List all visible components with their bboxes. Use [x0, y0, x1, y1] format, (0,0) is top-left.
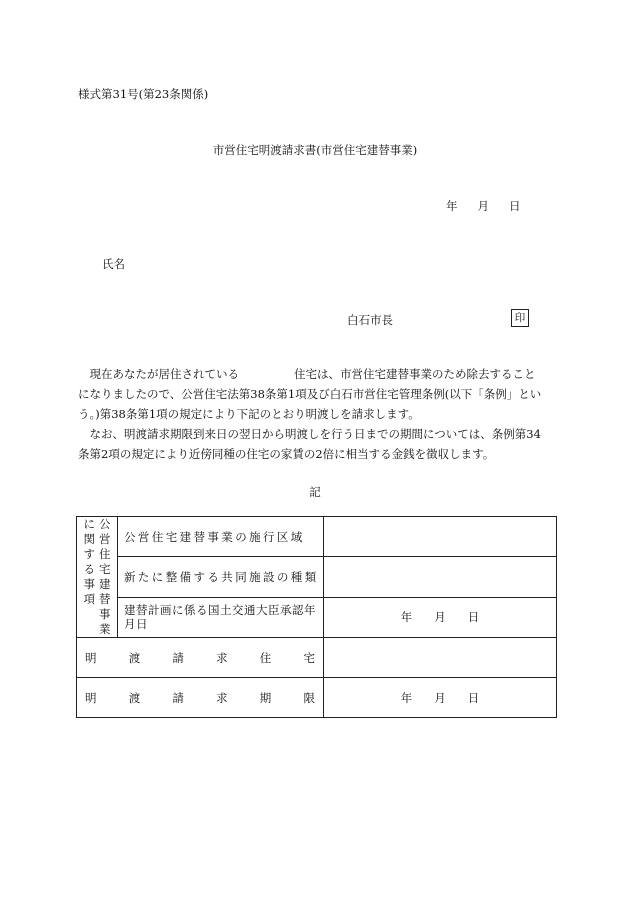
date-month: 月 — [477, 199, 489, 213]
body-line-1 — [78, 365, 536, 383]
label-area: 公営住宅建替事業の施行区域 — [118, 517, 324, 557]
category-column-left — [84, 517, 96, 637]
body-line-1-before: 現在あなたが居住されている — [89, 367, 239, 381]
table-row — [77, 678, 557, 718]
house-label-char: 渡 — [128, 650, 141, 665]
category-char: 事 — [83, 577, 95, 591]
date-day: 日 — [509, 199, 521, 213]
label-house — [77, 638, 324, 678]
deadline-day: 日 — [467, 690, 480, 705]
sender-title: 白石市長 — [347, 313, 393, 327]
deadline-label-char: 明 — [85, 690, 97, 705]
label-approval-date: 建替計画に係る国土交通大臣承認年月日 — [118, 597, 324, 637]
deadline-value[interactable] — [324, 678, 557, 718]
deadline-label-char: 求 — [216, 690, 228, 705]
category-char: 業 — [99, 622, 111, 636]
category-char: 公 — [99, 517, 111, 531]
issue-date — [446, 198, 521, 214]
seal-mark: 印 — [511, 309, 529, 327]
ki-heading: 記 — [309, 485, 321, 499]
house-label-char: 明 — [85, 650, 97, 665]
category-char: 項 — [83, 592, 95, 606]
area-value[interactable] — [324, 517, 557, 557]
category-char: る — [83, 562, 95, 576]
deadline-label-char: 期 — [259, 690, 272, 705]
body-line-1-after: 住宅は、市営住宅建替事業のため除去すること — [294, 367, 536, 381]
approval-date-value[interactable] — [324, 597, 557, 637]
body-line-4 — [78, 425, 541, 443]
house-label-char: 住 — [259, 650, 272, 665]
category-char: 建 — [99, 577, 111, 591]
category-char: 関 — [83, 532, 95, 546]
deadline-month: 月 — [434, 690, 446, 705]
deadline-label-char: 限 — [303, 690, 315, 705]
body-line-2: になりましたので、公営住宅法第38条第1項及び白石市営住宅管理条例(以下「条例」とい — [78, 387, 542, 401]
approval-month: 月 — [434, 610, 446, 625]
category-column-right — [99, 517, 111, 637]
category-char: 替 — [99, 592, 111, 606]
deadline-label-char: 請 — [172, 690, 184, 705]
body-line-5: 条第2項の規定により近傍同種の住宅の家賃の2倍に相当する金銭を徴収します。 — [78, 447, 495, 461]
category-char: 営 — [99, 532, 111, 546]
deadline-label-chars — [77, 690, 323, 706]
house-label-char: 宅 — [303, 650, 315, 665]
category-char: 住 — [99, 547, 111, 561]
date-year: 年 — [446, 199, 458, 213]
deadline-label-char: 渡 — [128, 690, 141, 705]
table-row — [77, 517, 557, 557]
label-facility: 新たに整備する共同施設の種類 — [118, 557, 324, 597]
page-title: 市営住宅明渡請求書(市営住宅建替事業) — [212, 143, 418, 157]
category-cell — [77, 517, 118, 638]
category-char: 宅 — [99, 562, 111, 576]
house-label-char: 請 — [172, 650, 184, 665]
body-line-3: う。)第38条第1項の規定により下記のとおり明渡しを請求します。 — [78, 407, 420, 421]
table-row — [77, 597, 557, 637]
body-line-4-text: なお、明渡請求期限到来日の翌日から明渡しを行う日までの期間については、条例第34 — [89, 427, 541, 441]
facility-value[interactable] — [324, 557, 557, 597]
addressee-name-label: 氏名 — [102, 257, 125, 271]
form-number: 様式第31号(第23条関係) — [78, 87, 209, 101]
table-row — [77, 638, 557, 678]
label-deadline — [77, 678, 324, 718]
approval-year: 年 — [400, 610, 413, 625]
category-char: 事 — [99, 607, 111, 621]
house-label-char: 求 — [216, 650, 228, 665]
category-char: に — [83, 517, 95, 531]
category-char: す — [83, 547, 95, 561]
house-value[interactable] — [324, 638, 557, 678]
table-row — [77, 557, 557, 597]
deadline-year: 年 — [400, 690, 413, 705]
approval-day: 日 — [467, 610, 480, 625]
detail-table — [76, 516, 557, 718]
house-label-chars — [77, 650, 323, 666]
